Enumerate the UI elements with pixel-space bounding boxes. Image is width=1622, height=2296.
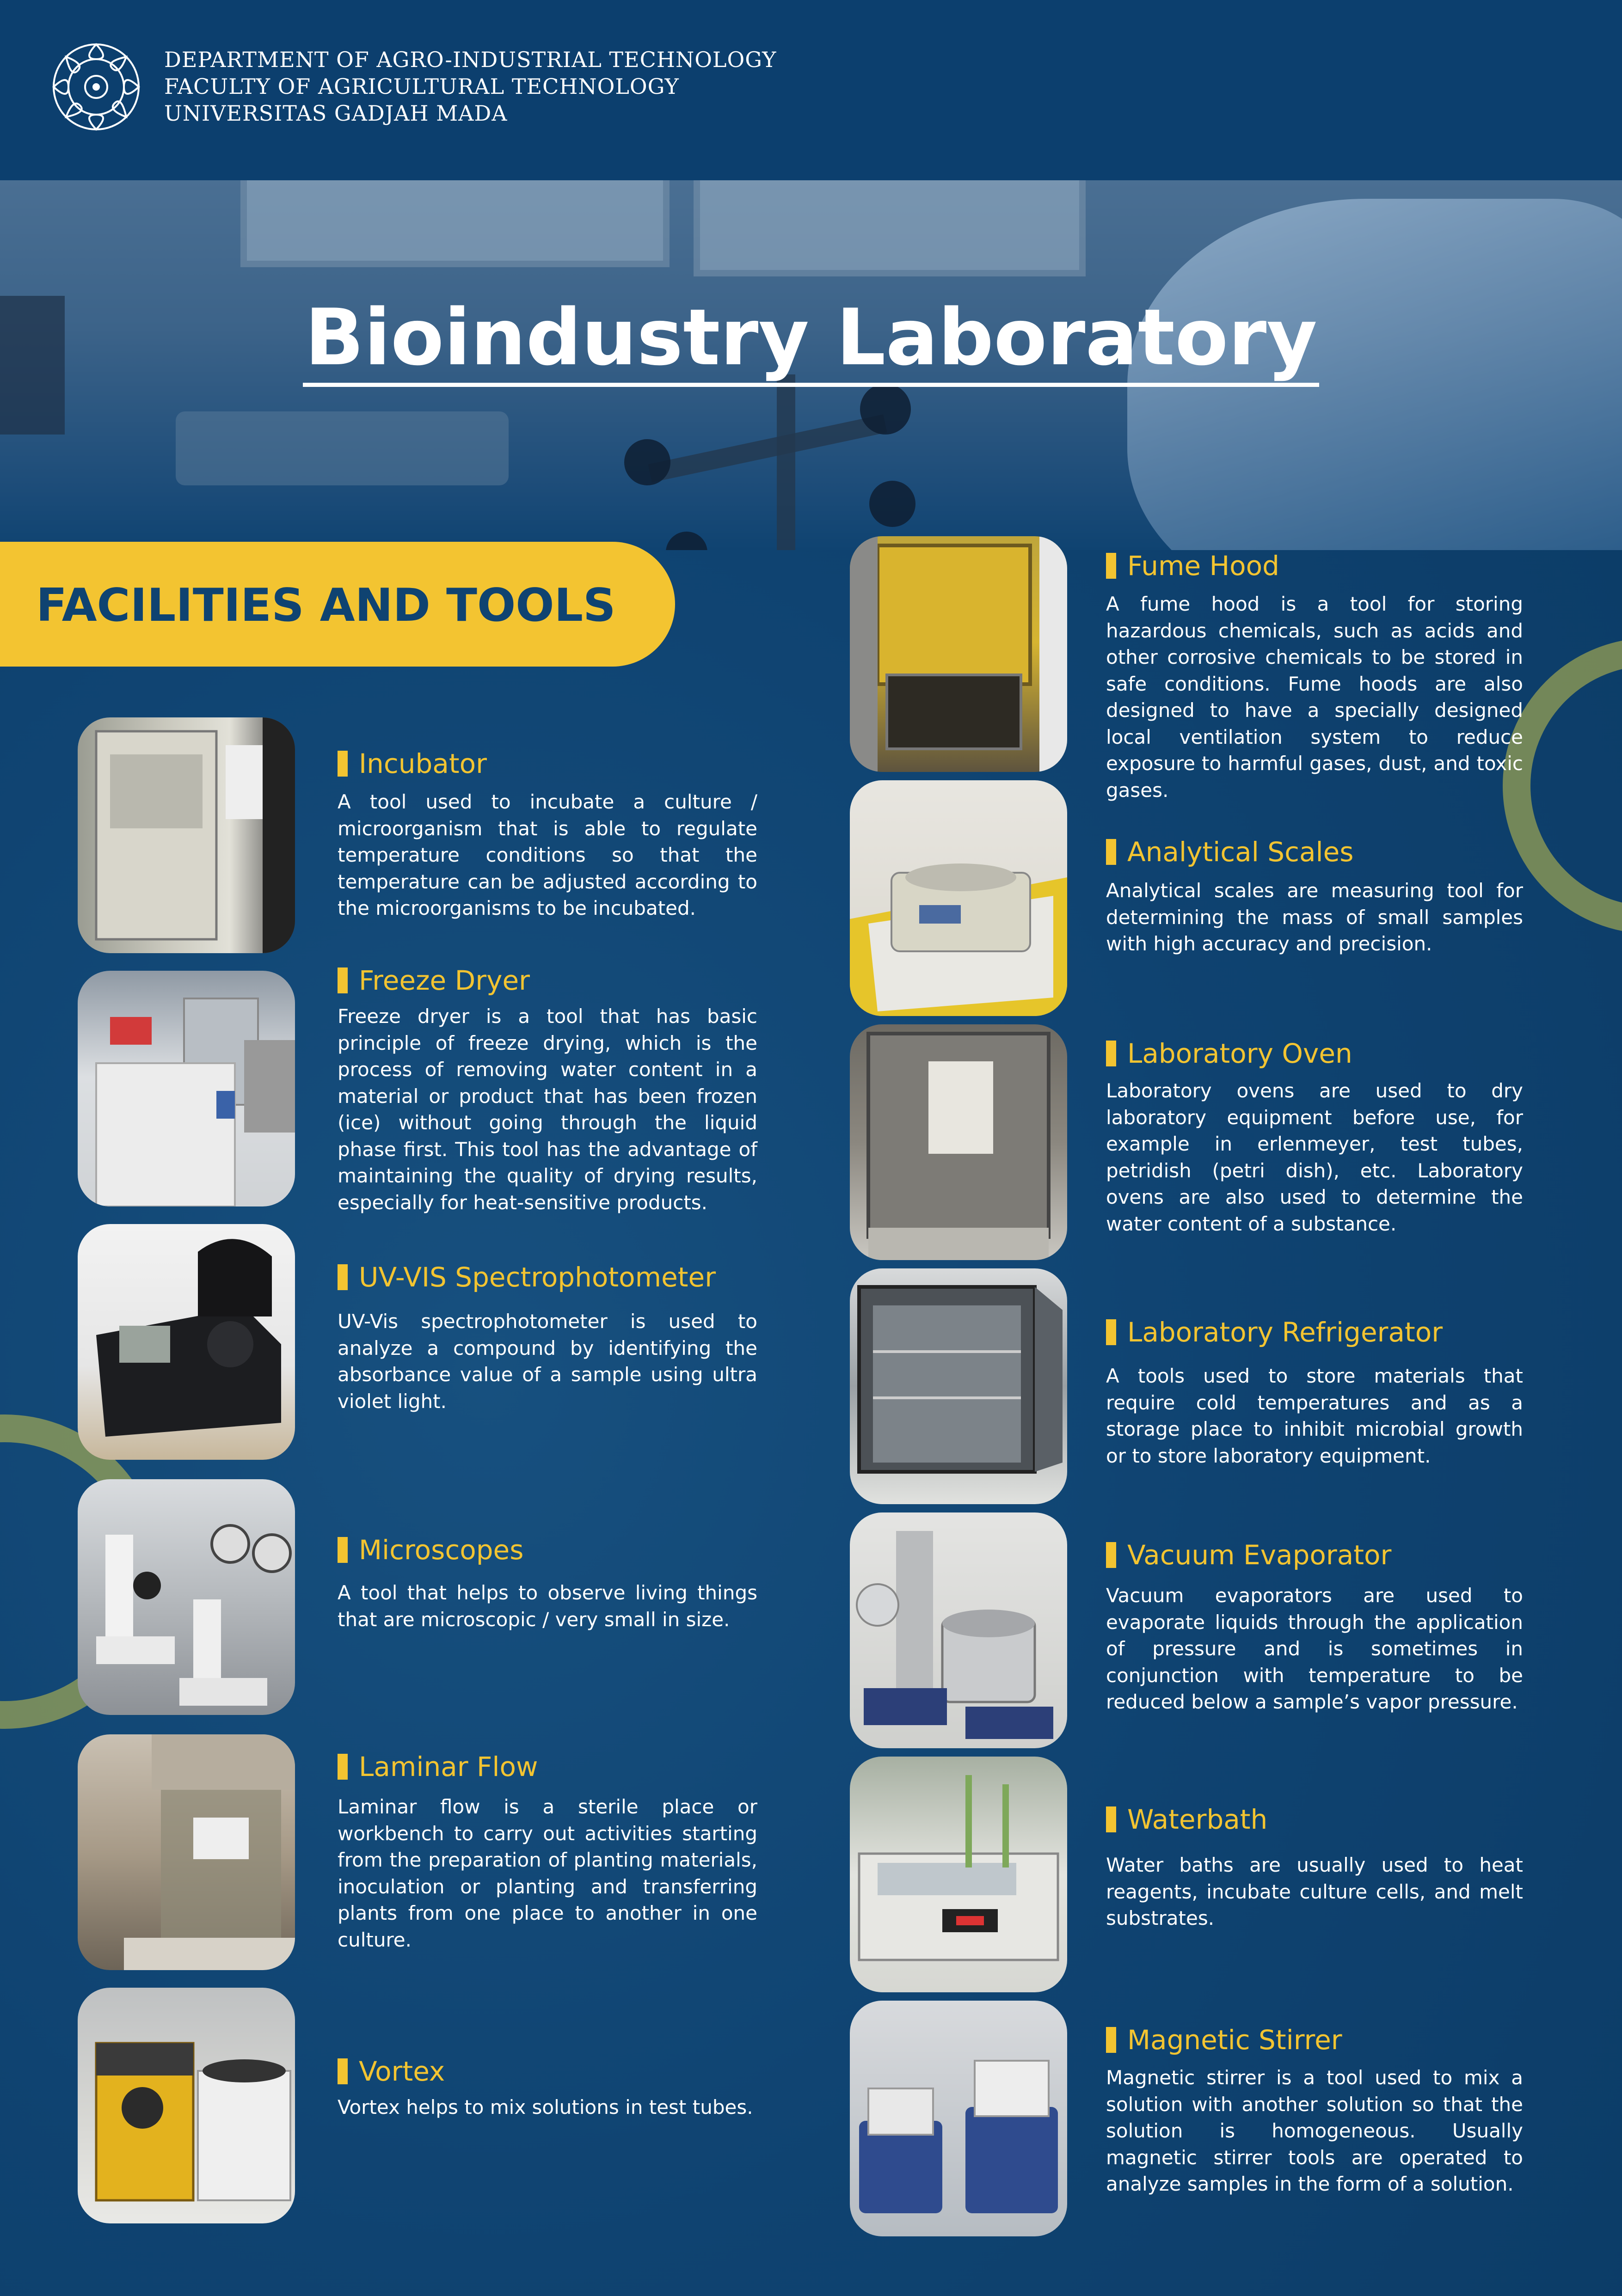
section-heading: FACILITIES AND TOOLS: [36, 579, 616, 632]
laminar-flow-photo: [78, 1734, 295, 1970]
incubator-photo: [78, 717, 295, 953]
magnetic-stirrer-text: Magnetic stirrer is a tool used to mix a solution with another solution so that the solution is homogeneous. Usually magnetic stirrer tools are operated to analyze samples in the form of a solution.: [1106, 2066, 1523, 2195]
analytical-scales-title: Analytical Scales: [1106, 836, 1354, 868]
laminar-flow-text: Laminar flow is a sterile place or workbench to carry out activities starting from the preparation of planting materials, inoculation or planting and transferring plants from one place to another in one culture.: [338, 1795, 757, 1951]
evaporator-photo: [850, 1512, 1067, 1748]
magnetic-stirrer-photo: [850, 2001, 1067, 2236]
hero-window: [240, 180, 670, 267]
vortex-title: Vortex: [338, 2055, 445, 2088]
incubator-text: A tool used to incubate a culture / microorganism that is able to regulate temperature conditions so that the temperature can be adjusted according to the microorganisms to be incubated.: [338, 790, 757, 919]
page-title: [0, 291, 1622, 384]
university-logo-icon: [50, 41, 142, 133]
vacuum-evaporator-title: Vacuum Evaporator: [1106, 1539, 1391, 1571]
waterbath-text: Water baths are usually used to heat reagents, incubate culture cells, and melt substrates.: [1106, 1854, 1523, 1929]
hero-knob: [666, 532, 707, 550]
laboratory-refrigerator-title: Laboratory Refrigerator: [1106, 1316, 1443, 1348]
hero-knob: [869, 481, 915, 527]
spectrophotometer-text: UV-Vis spectrophotometer is used to analyze a compound by identifying the absorbance value of a sample using ultra violet light.: [338, 1310, 757, 1413]
freeze-dryer-text: Freeze dryer is a tool that has basic principle of freeze drying, which is the process of removing water content in a material or product that has been frozen (ice) without going through the liquid phase first. This tool has the advantage of maintaining the quality of drying results, especially for heat-sensitive products.: [338, 1005, 757, 1214]
department-line: DEPARTMENT OF AGRO-INDUSTRIAL TECHNOLOGY: [164, 47, 777, 72]
analytical-scales-text: Analytical scales are measuring tool for determining the mass of small samples with high accuracy and precision.: [1106, 879, 1523, 955]
spectrophotometer-title: UV-VIS Spectrophotometer: [338, 1261, 716, 1293]
freeze-dryer-photo: [78, 971, 295, 1206]
fume-hood-title: Fume Hood: [1106, 550, 1279, 582]
magnetic-stirrer-title: Magnetic Stirrer: [1106, 2024, 1342, 2056]
laboratory-oven-title: Laboratory Oven: [1106, 1037, 1352, 1070]
laminar-flow-title: Laminar Flow: [338, 1751, 538, 1783]
laboratory-refrigerator-text: A tools used to store materials that require cold temperatures and as a storage place to inhibit microbial growth or to store laboratory equipment.: [1106, 1365, 1523, 1467]
page-title-text: Bioindustry Laboratory: [303, 292, 1319, 387]
hero-knob-arm: [777, 374, 795, 550]
oven-photo: [850, 1024, 1067, 1260]
refrigerator-photo: [850, 1268, 1067, 1504]
hero-knob: [860, 384, 911, 435]
vacuum-evaporator-text: Vacuum evaporators are used to evaporate liquids through the application of pressure and is sometimes in conjunction with temperature to be reduced below a sample’s vapor pressure.: [1106, 1584, 1523, 1713]
fume-hood-text: A fume hood is a tool for storing hazardous chemicals, such as acids and other corrosive chemicals to be stored in safe conditions. Fume hoods are also designed to have a specially designed local ventilation system to reduce exposure to harmful gases, dust, and toxic gases.: [1106, 593, 1523, 802]
microscope-photo: [78, 1479, 295, 1715]
vortex-text: Vortex helps to mix solutions in test tubes.: [338, 2096, 753, 2118]
fume-hood-photo: [850, 536, 1067, 772]
scale-photo: [850, 780, 1067, 1016]
spectrophotometer-photo: [78, 1224, 295, 1460]
header-bar: [0, 0, 1622, 180]
university-line: UNIVERSITAS GADJAH MADA: [164, 101, 508, 126]
department-block: [164, 46, 777, 127]
microscope-title: Microscopes: [338, 1534, 523, 1566]
waterbath-title: Waterbath: [1106, 1803, 1267, 1836]
laboratory-oven-text: Laboratory ovens are used to dry laboratory equipment before use, for example in erlenmeyer, test tubes, petridish (petri dish), etc. Laboratory ovens are also used to determine the water content of a substance.: [1106, 1079, 1523, 1235]
faculty-line: FACULTY OF AGRICULTURAL TECHNOLOGY: [164, 74, 679, 99]
hero-bench: [176, 411, 509, 485]
hero-knob: [624, 439, 670, 485]
incubator-title: Incubator: [338, 747, 487, 780]
microscope-text: A tool that helps to observe living things that are microscopic / very small in size.: [338, 1581, 757, 1631]
vortex-photo: [78, 1988, 295, 2223]
hero-knob-arm: [648, 414, 887, 482]
waterbath-photo: [850, 1757, 1067, 1992]
hero-window: [694, 180, 1086, 276]
freeze-dryer-title: Freeze Dryer: [338, 964, 530, 997]
